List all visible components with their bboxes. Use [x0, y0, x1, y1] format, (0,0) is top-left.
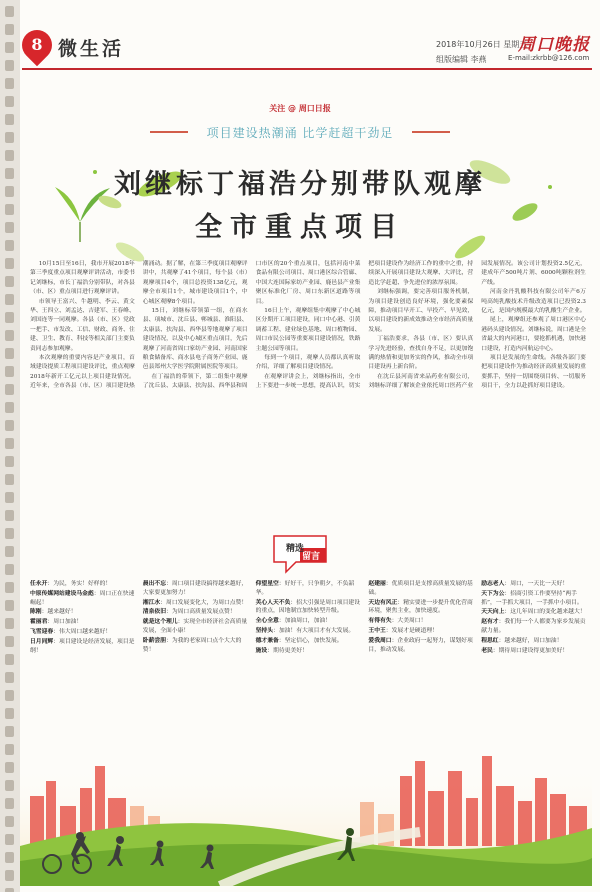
comment-author: 日月同辉: [30, 638, 54, 645]
comment-separator: ：: [385, 627, 392, 634]
masthead-logo: 周口晚报: [518, 35, 590, 55]
comment-author: 老民: [481, 647, 493, 654]
comment-text: 加油周口，加油！: [284, 618, 331, 625]
film-hole: [5, 312, 14, 323]
comment-author: 晨出不忘: [142, 581, 166, 587]
comment-item: [256, 637, 361, 646]
comment-separator: ：: [93, 590, 100, 597]
article-paragraph: 丁福浩要求，各县（市、区）要认真学习先进经验，查找自身不足，以更加饱满的热情和更加务实的作风，推动全市项目建设再上新台阶。: [368, 336, 474, 371]
comment-text: 伟大周口越来越好！: [59, 628, 112, 635]
comment-item: [368, 617, 473, 626]
article-paragraph: 本次观摩的重要内容是产业项目，首域建设提质工程项目建设评比，重点观摩2018年新开工亿元以上项目建设情况。近年来，全市各县（市、区）项目建设热潮涌动。据了解，在第三季度项目观摩评讲中，共观摩了41个项目，每个县（市）观摩项目4个，项目总投资138亿元，观摩全市项目1个，城市建设项目1个，中心城区观摩8个项目。: [30, 261, 248, 390]
film-hole: [5, 780, 14, 791]
film-hole: [5, 852, 14, 863]
film-hole: [5, 510, 14, 521]
comment-text: 期待周口建设得更加美好！: [498, 647, 569, 654]
comment-item: [30, 580, 135, 589]
article-paragraph: 项目是发展的生命线。各级各部门要把项目建设作为推动经济高质量发展的重要抓手，坚持一切围绕项目转、一切服务项目干，全力以赴抓好项目建设。: [481, 355, 586, 390]
comment-item: [30, 638, 135, 656]
comment-author: 德才兼备: [255, 637, 279, 644]
film-hole: [5, 690, 14, 701]
article-paragraph: 15日，刘继标带领第一组，在商水县、项城市、沈丘县、郸城县、淮阳县、太康县、扶沟县、西华县等地观摩了项目建设情况，以及中心城区重点项目，先后观摩了河南省周口家纺产业园、河南国家粮食储备库、商水县电子商务产业园、鹿邑县郑州大学医学院附属医院等项目。: [142, 308, 248, 371]
comment-separator: ：: [160, 599, 167, 606]
film-hole: [5, 528, 14, 539]
section-title: 微生活: [58, 38, 125, 60]
comment-author: 陈刚: [30, 609, 42, 616]
film-hole: [5, 348, 14, 359]
film-hole: [5, 870, 14, 881]
comment-separator: ：: [498, 619, 505, 626]
comment-author: 飞雪迎春: [30, 628, 54, 635]
badge-label-2: 留言: [302, 552, 321, 562]
article-paragraph: 刘继标强调，要完善项目服务机制，为项目建设创造良好环境，强化要素保障，推动项目早开工、早投产、早见效，以项目建设的新成效推动全市经济高质量发展。: [368, 289, 474, 333]
comment-author: 湘江水: [142, 599, 161, 606]
article-paragraph: 10月15日至16日，我市开展2018年第三季度重点项目观摩评讲活动，市委书记刘继标，市长丁福浩分别带队，对各县（市、区）重点项目进行观摩评讲。: [30, 261, 135, 296]
film-hole: [5, 258, 14, 269]
comment-author: 施设: [255, 647, 268, 654]
comment-item: [143, 637, 248, 655]
comment-author: 就是这个理儿: [142, 619, 178, 626]
article-paragraph: 每到一个项目，观摩人员都认真听取介绍，详细了解项目建设情况。: [255, 355, 361, 371]
film-hole: [5, 708, 14, 719]
comment-author: 坚持头: [255, 627, 273, 634]
comment-author: 任永开: [30, 581, 48, 587]
comment-text: 项目建设是经济发展，项目是纲！: [30, 638, 135, 654]
film-hole: [5, 618, 14, 629]
comment-separator: ：: [498, 637, 505, 644]
comment-item: [368, 599, 473, 617]
film-hole: [5, 384, 14, 395]
comment-author: 赵建丽: [368, 581, 386, 587]
comment-item: [143, 580, 248, 598]
film-hole: [5, 762, 14, 773]
film-hole: [5, 474, 14, 485]
film-hole: [5, 492, 14, 503]
film-hole: [5, 60, 14, 71]
headline-title-line1: 刘继标丁福浩分别带队观摩: [114, 169, 486, 200]
film-hole: [5, 294, 14, 305]
comment-separator: ：: [504, 609, 511, 616]
contact-email: E-mail:zkrbb@126.com: [508, 54, 590, 62]
comment-item: [481, 608, 586, 617]
article-paragraph: 在沈丘县河南省来品药业有限公司，刘继标详细了解该企业依托周口医药产业园发展情况。该公司计划投资2.5亿元，建成年产500吨片剂、6000吨颗粒剂生产线。: [368, 261, 586, 390]
comment-separator: ：: [53, 638, 60, 645]
film-hole: [5, 654, 14, 665]
comment-item: [143, 608, 248, 617]
comment-item: [481, 580, 586, 589]
comment-text: 为民，务实！好样的！: [53, 581, 112, 587]
film-hole: [5, 42, 14, 53]
comment-item: [256, 580, 361, 598]
comment-item: [30, 590, 135, 608]
film-hole: [5, 438, 14, 449]
comment-text: 周口，一天比一天好！: [510, 581, 569, 587]
article-paragraph: 河南金丹乳酸科技有限公司年产6万吨高纯乳酸技术升级改造项目已投资2.3亿元，是国内规模最大的乳酸生产企业。: [481, 289, 586, 315]
issue-date: 2018年10月26日 星期五: [436, 40, 528, 49]
comment-text: 招商引资工作要坚持“两手抓”，一手抓大项目，一手抓中小项目。: [481, 590, 583, 606]
comment-separator: ：: [504, 590, 511, 597]
article-paragraph: 尾上，观摩组还参观了周口港区中心港码头建设情况。刘继标说，周口港是全省最大的内河港口，要抢抓机遇，加快港口建设，打造内河航运中心。: [481, 317, 586, 352]
film-hole: [5, 672, 14, 683]
comment-separator: ：: [278, 618, 285, 625]
layout-editor: 组版编辑 李燕: [436, 55, 487, 64]
article-body: [30, 260, 586, 525]
comment-text: 周口加油！: [53, 619, 83, 626]
comment-author: 赵有才: [481, 619, 499, 626]
city-park-illustration: [20, 736, 592, 886]
film-hole: [5, 420, 14, 431]
comment-author: 全心全意: [255, 618, 279, 625]
comment-author: 霍丽君: [30, 619, 48, 626]
comment-author: 天下为公: [481, 590, 505, 597]
comment-author: 卧薪尝胆: [142, 637, 166, 644]
comment-text: 好好干，只争朝夕，不负韶华。: [255, 581, 355, 596]
film-hole: [5, 834, 14, 845]
comment-author: 中原传媒网站建设马金彪: [30, 590, 94, 597]
comment-author: 天天向上: [481, 609, 505, 616]
comment-text: 这几年周口的变化越来越大！: [510, 609, 586, 616]
comment-author: 芙心人天不负: [255, 599, 291, 606]
comment-text: 优质项目是支撑高质量发展的基础。: [368, 581, 473, 596]
film-hole: [5, 24, 14, 35]
comment-separator: ：: [391, 618, 398, 625]
comment-item: [481, 647, 586, 656]
film-hole: [5, 888, 14, 892]
comment-text: 实现全市经济社会高质量发展，全面小康！: [142, 619, 248, 634]
comment-separator: ：: [397, 599, 404, 606]
film-hole: [5, 798, 14, 809]
film-hole: [5, 564, 14, 575]
comment-text: 我们每一个人都要为家乡发展贡献力量。: [481, 619, 586, 634]
comment-item: [256, 627, 361, 636]
film-hole: [5, 744, 14, 755]
comment-text: 企业政府一起努力，谋划好项目，推动发展。: [368, 637, 473, 653]
comment-separator: ：: [267, 647, 274, 654]
comment-item: [30, 608, 135, 617]
film-hole: [5, 402, 14, 413]
article-paragraph: 市领导王富兴、牛越明、李云、黄文华、王四立、刘孟达、吉建军、王春峰、刘国连等一同观摩。各县（市、区）党政一把手、市发改、工信、财政、商务、住建、卫生、教育、科技等相关部门主要负责同志参加观摩。: [30, 298, 135, 352]
comment-text: 发展才是硬道理！: [391, 627, 438, 634]
comment-separator: ：: [41, 609, 48, 616]
comment-separator: ：: [385, 581, 392, 587]
comment-separator: ：: [273, 627, 279, 634]
comment-separator: ：: [166, 637, 172, 644]
comment-item: [30, 628, 135, 637]
comment-separator: ：: [166, 609, 172, 616]
film-hole: [5, 276, 14, 287]
film-hole: [5, 546, 14, 557]
comment-separator: ：: [177, 619, 184, 626]
film-hole: [5, 726, 14, 737]
comment-item: [481, 618, 586, 636]
comment-author: 天边有风正: [368, 599, 398, 606]
comment-text: 越来越好，周口加油！: [504, 637, 563, 644]
comment-text: 加油！有大项目才有大发展。: [278, 627, 355, 634]
comment-author: 程思红: [481, 637, 499, 644]
comment-text: 坚定信心，加快发展。: [284, 637, 343, 644]
comment-text: 周口项目建设搞得越来越好，大家要更加努力！: [142, 581, 248, 596]
comment-item: [256, 647, 361, 656]
comment-item: [143, 618, 248, 636]
comment-text: 周口正在快速崛起！: [30, 590, 135, 606]
comment-item: [481, 637, 586, 646]
film-hole: [5, 78, 14, 89]
film-hole: [5, 6, 14, 17]
headline-kicker: 关注 @ 周口日报: [269, 104, 331, 113]
comment-text: 为我的老家周口点个大大的赞！: [142, 637, 242, 653]
film-hole: [5, 816, 14, 827]
comment-text: 越来越好！: [47, 609, 77, 616]
headline-subtitle: 项目建设热潮涌 比学赶超干劲足: [206, 126, 394, 140]
comment-text: 为周口高质量发展点赞！: [171, 609, 236, 616]
film-hole: [5, 456, 14, 467]
comment-separator: ：: [47, 619, 54, 626]
comment-item: [368, 580, 473, 598]
comment-separator: ：: [492, 647, 499, 654]
comment-separator: ：: [53, 628, 60, 635]
comment-author: 有得有失: [368, 618, 392, 625]
selected-comments-badge: [270, 532, 330, 576]
comment-item: [256, 617, 361, 626]
headline-title-line2: 全市重点项目: [195, 212, 405, 243]
comment-item: [368, 627, 473, 636]
comment-separator: ：: [278, 637, 285, 644]
comment-text: 大美周口！: [397, 618, 427, 625]
comment-author: 仰望星空: [255, 581, 279, 587]
comment-author: 清泉依旧: [142, 609, 166, 616]
comment-author: 爱我周口: [368, 637, 392, 644]
page-number: 8: [31, 35, 43, 54]
film-hole: [5, 600, 14, 611]
film-hole: [5, 330, 14, 341]
comment-text: 期待更美好！: [273, 647, 308, 654]
comment-author: 励志老人: [481, 581, 505, 587]
comment-separator: ：: [166, 581, 172, 587]
article-paragraph: 16日上午，观摩组集中观摩了中心城区分期开工项目建设，同口中心港、引黄调蓄工程、建业绿色基地、周口植物园、周口市民公园等重要项目建设情况，铁路主题公园等项目。: [255, 308, 361, 352]
comment-item: [368, 637, 473, 655]
film-hole: [5, 150, 14, 161]
comment-item: [256, 599, 361, 617]
comment-separator: ：: [290, 599, 297, 606]
comment-item: [30, 618, 135, 627]
film-hole: [5, 366, 14, 377]
comment-separator: ：: [391, 637, 398, 644]
comment-item: [481, 590, 586, 608]
comment-text: 周口发展变化大，为周口点赞！: [166, 599, 248, 606]
comment-text: 精实要进一步提升优化营商环境，聚焦主业，加快速度。: [368, 599, 473, 615]
article-paragraph: 在观摩评讲会上，刘继标指出，全市上下要进一步统一思想，提高认识，切实把项目建设作为经济工作的重中之重，持续深入开展项目建设大观摩、大评比，营造比学赶超、争先进位的浓厚氛围。: [255, 261, 474, 390]
film-hole: [5, 636, 14, 647]
comment-item: [143, 599, 248, 608]
film-hole: [5, 582, 14, 593]
comment-separator: ：: [47, 581, 54, 587]
page-number-badge: [16, 24, 58, 66]
article-paragraph: 在丁福浩的带领下，第二组集中观摩了沈丘县、太康县、扶沟县、西华县和周口市区的20个重点项目，包括河南中菜食品有限公司项目、周口港区综合管廊、中国大连国际家纺产业园、鹿邑县产业集聚区标准化厂房、周口东新区道路等项目。: [142, 261, 361, 390]
reader-comments: [30, 580, 586, 748]
comment-text: 招大引强是周口项目建设的重点，因地制宜加快转型升级。: [255, 599, 360, 615]
comment-author: 王中王: [368, 627, 386, 634]
comment-separator: ：: [504, 581, 511, 587]
comment-separator: ：: [278, 581, 285, 587]
badge-label-1: 精选: [286, 544, 305, 554]
header-divider: [22, 68, 592, 70]
